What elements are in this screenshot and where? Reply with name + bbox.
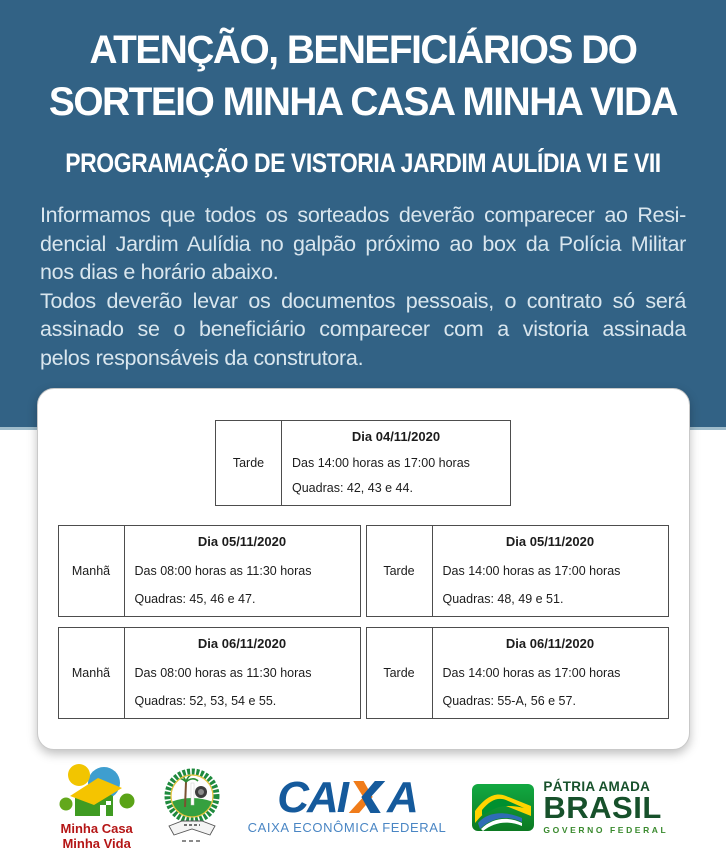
schedule-content: [125, 526, 360, 616]
schedule-time: Das 14:00 horas as 17:00 horas: [442, 563, 621, 578]
schedule-time: Das 14:00 horas as 17:00 horas: [292, 455, 470, 470]
govbr-line1: PÁTRIA AMADA: [543, 779, 651, 794]
mcmv-label-line1: Minha Casa: [60, 821, 133, 836]
mcmv-label: [61, 821, 133, 850]
schedule-date: Dia 05/11/2020: [505, 534, 595, 549]
caixa-x-icon: [346, 781, 388, 813]
announcement-text: [40, 201, 686, 372]
caixa-wordmark-left: CAI: [277, 773, 348, 822]
page-subtitle: PROGRAMAÇÃO DE VISTORIA JARDIM AULÍDIA VI E VII: [65, 148, 661, 178]
schedule-row-06-11: [58, 627, 669, 719]
schedule-quadras: Quadras: 48, 49 e 51.: [442, 592, 564, 606]
schedule-content: [282, 421, 510, 505]
schedule-card: [37, 388, 690, 750]
paragraph1-line1: Informamos que todos os sorteados deverão comparecer ao Resi-: [40, 203, 686, 227]
caixa-wordmark-right: A: [387, 773, 417, 822]
schedule-period: Tarde: [367, 526, 433, 616]
paragraph2-line2: assinado se o beneficiário comparecer com a vistoria assinada: [40, 317, 686, 341]
paragraph1-line2: dencial Jardim Aulídia no galpão próximo ao box da Polícia Militar: [40, 231, 686, 256]
municipal-seal-icon: [162, 765, 222, 849]
schedule-table-05-11-manha: [58, 525, 361, 617]
paragraph2-line3: pelos responsáveis da construtora.: [40, 345, 364, 370]
govbr-line2: BRASIL: [543, 790, 662, 825]
caixa-wordmark: [277, 773, 417, 822]
mcmv-label-line2: Minha Vida: [62, 836, 131, 850]
page-title-line2: SORTEIO MINHA CASA MINHA VIDA: [48, 80, 678, 124]
schedule-quadras: Quadras: 42, 43 e 44.: [292, 481, 413, 495]
schedule-date: Dia 04/11/2020: [351, 429, 441, 444]
schedule-table-06-11-tarde: [366, 627, 669, 719]
mcmv-logo: [58, 763, 136, 850]
paragraph2-line1: Todos deverão levar os documentos pessoais, o contrato só será: [40, 288, 686, 313]
caixa-subtext: CAIXA ECONÔMICA FEDERAL: [247, 820, 447, 835]
schedule-quadras: Quadras: 45, 46 e 47.: [134, 592, 256, 606]
schedule-time: Das 08:00 horas as 11:30 horas: [134, 563, 312, 578]
caixa-logo: [247, 773, 447, 835]
schedule-content: [433, 628, 668, 718]
schedule-quadras: Quadras: 55-A, 56 e 57.: [442, 694, 576, 708]
schedule-date: Dia 05/11/2020: [197, 534, 287, 549]
mcmv-house-icon: [58, 763, 136, 819]
schedule-time: Das 08:00 horas as 11:30 horas: [134, 665, 312, 680]
schedule-table-05-11-tarde: [366, 525, 669, 617]
schedule-period: Manhã: [59, 526, 125, 616]
footer-logos: [0, 763, 726, 850]
schedule-period: Tarde: [367, 628, 433, 718]
schedule-row-05-11: [58, 525, 669, 617]
paragraph1-line3: nos dias e horário abaixo.: [40, 260, 279, 284]
schedule-table-04-11: [215, 420, 511, 506]
brazil-flag-icon: [472, 784, 534, 831]
schedule-content: [433, 526, 668, 616]
govbr-line3: GOVERNO FEDERAL: [543, 825, 669, 835]
schedule-table-06-11-manha: [58, 627, 361, 719]
schedule-date: Dia 06/11/2020: [197, 636, 287, 651]
schedule-quadras: Quadras: 52, 53, 54 e 55.: [134, 694, 277, 708]
schedule-content: [125, 628, 360, 718]
schedule-time: Das 14:00 horas as 17:00 horas: [442, 665, 621, 680]
govbr-text: [543, 779, 668, 835]
schedule-date: Dia 06/11/2020: [505, 636, 595, 651]
govbr-logo: [472, 779, 668, 835]
page-title-line1: ATENÇÃO, BENEFICIÁRIOS DO: [89, 28, 637, 72]
schedule-period: Tarde: [216, 421, 282, 505]
page-title: [0, 24, 726, 128]
schedule-period: Manhã: [59, 628, 125, 718]
